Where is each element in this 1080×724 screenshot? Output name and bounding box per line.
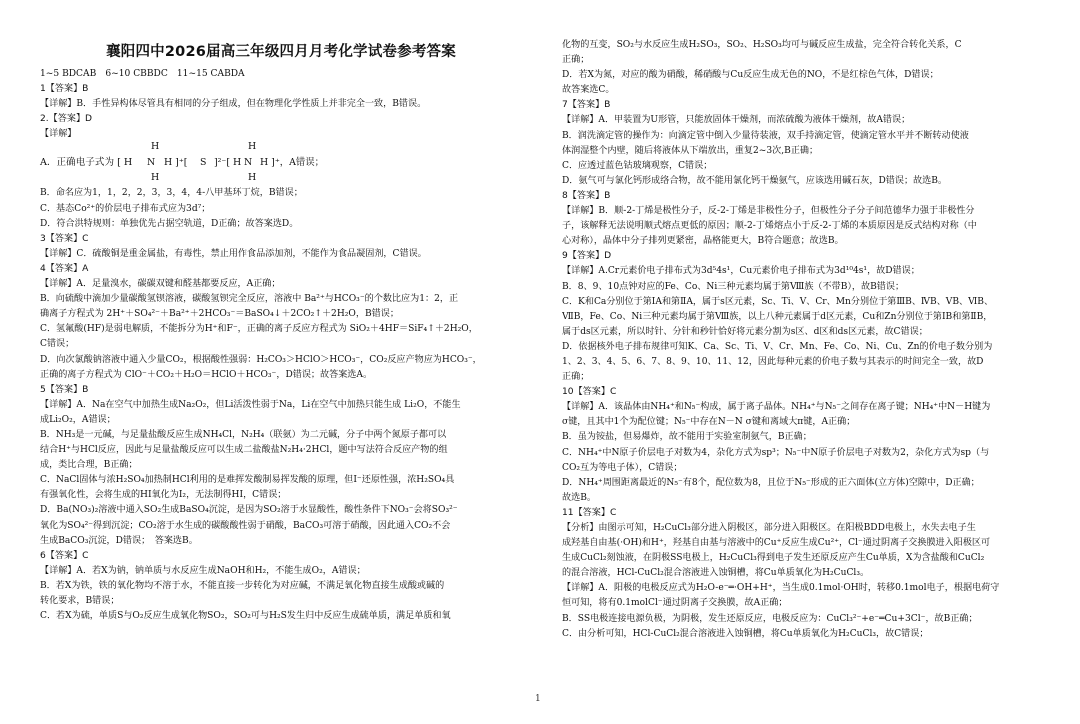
- text-line: 心对称），晶体中分子排列更紧密，晶格能更大，B符合题意；故选B。: [562, 236, 844, 247]
- answer-heading: 4【答案】A: [40, 263, 89, 274]
- text-line: D．符合洪特规则：单独优先占据空轨道，D正确；故答案选D。: [40, 218, 299, 229]
- formula-h-bottom: H: [151, 172, 160, 184]
- text-line: B．润洗滴定管的操作为：向滴定管中倒入少量待装液，双手持滴定管，使滴定管水平并不断转动使液: [562, 130, 969, 141]
- text-line: 生成CuCl₂刻蚀液，在阴极SS电极上，H₂CuCl₃得到电子发生还原反应产生Cu单质，X为含盐酸和CuCl₂: [562, 553, 985, 564]
- text-line: 氧化为SO₄²⁻得到沉淀；CO₂溶于水生成的碳酸酸性弱于硝酸，BaCO₃可溶于硝酸，因此通入CO₂不会: [40, 520, 451, 531]
- text-line: 故选B。: [562, 492, 596, 503]
- text-line: C．NH₄⁺中N原子价层电子对数为4，杂化方式为sp³；N₅⁻中N原子价层电子对数为2，杂化方式为sp（与: [562, 447, 990, 458]
- text-line: D．向次氯酸钠溶液中通入少量CO₂，根据酸性强弱：H₂CO₃＞HClO＞HCO₃⁻，CO₂反应产物应为HCO₃⁻，: [40, 354, 482, 365]
- left-column: [40, 40, 522, 624]
- text-line: 【详解】A.Cr元素价电子排布式为3d⁵4s¹，Cu元素价电子排布式为3d¹⁰4s¹，故D错误；: [562, 266, 920, 277]
- text-line: 正确；: [562, 55, 590, 66]
- text-line: 【详解】A．甲装置为U形管，只能放固体干燥剂，而浓硫酸为液体干燥剂，故A错误；: [562, 115, 911, 126]
- text-line: D．氨气可与氯化钙形成络合物，故不能用氯化钙干燥氨气，应该选用碱石灰，D错误；故选B。: [562, 175, 948, 186]
- text-line: 【详解】A．阳极的电极反应式为H₂O-e⁻═·OH+H⁺，当生成0.1mol·OH时，转移0.1mol电子，根据电荷守: [562, 583, 1000, 594]
- answer-heading: 9【答案】D: [562, 251, 612, 262]
- formula-cation-close: H ]⁺[: [164, 157, 188, 169]
- formula-anion-close: ]²⁻[ H: [214, 157, 242, 169]
- text-line: 正确的离子方程式为 ClO⁻＋CO₂＋H₂O＝HClO＋HCO₃⁻，D错误；故答案选A。: [40, 369, 373, 380]
- formula-n: N: [147, 157, 156, 169]
- formula-h-top-2: H: [248, 141, 257, 153]
- formula-s: S: [200, 157, 207, 169]
- text-line: B．SS电极连接电源负极，为阴极，发生还原反应，电极反应为：CuCl₃²⁻+e⁻═Cu+3Cl⁻，故B正确；: [562, 613, 978, 624]
- text-line: 有强氧化性，会将生成的HI氧化为I₂，无法制得HI，C错误；: [40, 490, 287, 501]
- text-line: C错误；: [40, 339, 75, 350]
- text-line: C．基态Co²⁺的价层电子排布式应为3d⁷；: [40, 203, 211, 214]
- text-line: D．NH₄⁺周围距离最近的N₅⁻有8个，配位数为8，且位于N₅⁻形成的正六面体(立方体)空隙中，D正确；: [562, 477, 980, 488]
- formula-h-top: H: [151, 141, 160, 153]
- text-line: 【详解】A．Na在空气中加热生成Na₂O₂，但Li活泼性弱于Na，Li在空气中加热只能生成 Li₂O，不能生: [40, 399, 461, 410]
- text-line: 子，该解释无法说明顺式熔点更低的原因；顺-2-丁烯熔点小于反-2-丁烯的本质原因是反式结构对称（中: [562, 221, 977, 232]
- text-line: 【详解】A．该晶体由NH₄⁺和N₅⁻构成，属于离子晶体。NH₄⁺与N₅⁻之间存在离子键；NH₄⁺中N－H键为: [562, 402, 991, 413]
- text-line: 体润湿整个内壁，随后将液体从下端放出，重复2~3次,B正确；: [562, 145, 819, 156]
- text-line: ⅦB，Fe、Co、Ni三种元素均属于第Ⅷ族，以上八种元素属于d区元素，Cu和Zn分别位于第ⅠB和第ⅡB，: [562, 311, 993, 322]
- formula-h-bottom-2: H: [248, 172, 257, 184]
- text-line: C．K和Ca分别位于第ⅠA和第ⅡA，属于s区元素，Sc、Ti、V、Cr、Mn分别位于第ⅢB、ⅣB、ⅤB、ⅥB、: [562, 296, 994, 307]
- text-line: 【详解】B．手性异构体尽管具有相同的分子组成，但在物理化学性质上并非完全一致，B错误。: [40, 99, 427, 110]
- text-line: B．向硫酸中滴加少量碳酸氢钡溶液，碳酸氢钡完全反应，溶液中 Ba²⁺与HCO₃⁻的个数比应为1：2，正: [40, 294, 459, 305]
- text-line: σ键，且其中1个为配位键；N₅⁻中存在N－N σ键和离域大π键，A正确；: [562, 417, 856, 428]
- text-line: 【详解】A．足量溴水，碳碳双键和醛基都要反应，A正确；: [40, 279, 281, 290]
- formula-end: H ]⁺，A错误；: [260, 157, 325, 169]
- text-line: B．8、9、10点钟对应的Fe、Co、Ni三种元素均属于第Ⅷ族（不带B），故B错误；: [562, 281, 905, 292]
- text-line: 确离子方程式为 2H⁺＋SO₄²⁻＋Ba²⁺＋2HCO₃⁻＝BaSO₄↓＋2CO₂↑＋2H₂O，B错误；: [40, 309, 399, 320]
- text-line: C．若X为硫，单质S与O₂反应生成氧化物SO₂，SO₂可与H₂S发生归中反应生成硫单质，满足单质和氧: [40, 611, 451, 622]
- text-line: 【详解】B．顺-2-丁烯是极性分子，反-2-丁烯是非极性分子，但极性分子分子间范德华力强于非极性分: [562, 206, 975, 217]
- text-line: 恒可知，将有0.1molCl⁻通过阴离子交换膜，故A正确；: [562, 598, 788, 609]
- text-line: 结合H⁺与HCl反应，因此与足量盐酸反应可以生成二盐酸盐N₂H₄·2HCl，题中写法符合反应产物的组: [40, 445, 448, 456]
- text-line: 的混合溶液，HCl-CuCl₂混合溶液进入蚀铜槽，将Cu单质氧化为H₂CuCl₃。: [562, 568, 870, 579]
- answer-key-line: 1~5 BDCAB 6~10 CBBDC 11~15 CABDA: [40, 69, 245, 79]
- answer-heading: 10【答案】C: [562, 387, 617, 398]
- text-line: 【详解】: [40, 129, 77, 140]
- answer-heading: 6【答案】C: [40, 550, 89, 561]
- answer-heading: 2.【答案】D: [40, 114, 93, 125]
- text-line: B．若X为铁，铁的氧化物均不溶于水，不能直接一步转化为对应碱，不满足氧化物直接生成酸或碱的: [40, 580, 445, 591]
- answer-heading: 7【答案】B: [562, 100, 611, 111]
- text-line: B．命名应为1，1，2，2，3，3，4，4-八甲基环丁烷，B错误；: [40, 188, 303, 199]
- text-line: 【详解】C．硫酸铜是重金属盐，有毒性，禁止用作食品添加剂，不能作为食品凝固剂，C错误。: [40, 248, 427, 259]
- text-line: 成Li₂O₂，A错误；: [40, 414, 116, 425]
- text-line: 生成BaCO₃沉淀，D错误； 答案选B。: [40, 535, 198, 546]
- text-line: C．NaCl固体与浓H₂SO₄加热制HCl利用的是难挥发酸制易挥发酸的原理，但I⁻还原性强，浓H₂SO₄具: [40, 475, 455, 486]
- text-line: 正确；: [562, 372, 590, 383]
- text-line: B．虽为铵盐，但易爆炸，故不能用于实验室制氨气，B正确；: [562, 432, 812, 443]
- text-line: C．由分析可知，HCl-CuCl₂混合溶液进入蚀铜槽，将Cu单质氧化为H₂CuCl₃，故C错误；: [562, 628, 929, 639]
- text-line: D．依据核外电子排布规律可知K、Ca、Sc、Ti、V、Cr、Mn、Fe、Co、Ni、Cu、Zn的价电子数分别为: [562, 341, 993, 352]
- page-number: 1: [535, 694, 541, 704]
- answer-heading: 11【答案】C: [562, 507, 617, 518]
- electron-formula: [40, 142, 522, 184]
- text-line: 成，类比合理，B正确；: [40, 460, 138, 471]
- text-line: 故答案选C。: [562, 85, 615, 96]
- text-line: 属于ds区元素，所以时针、分针和秒针恰好将元素分割为s区、d区和ds区元素，故C错误；: [562, 326, 928, 337]
- text-line: 转化要求，B错误；: [40, 596, 120, 606]
- text-line: 1、2、3、4、5、6、7、8、9、10、11、12，因此每种元素的价电子数与其表示的时间完全一致，故D: [562, 356, 984, 367]
- text-line: D．若X为氮，对应的酸为硝酸，稀硝酸与Cu反应生成无色的NO，不是红棕色气体，D错误；: [562, 70, 939, 81]
- formula-n-2: N: [244, 157, 253, 169]
- answer-heading: 1【答案】B: [40, 84, 89, 95]
- text-line: C．应透过蓝色钴玻璃观察，C错误；: [562, 160, 713, 171]
- formula-prefix: A．正确电子式为 [ H: [40, 157, 133, 169]
- answer-heading: 5【答案】B: [40, 384, 89, 395]
- text-line: B．NH₃是一元碱，与足量盐酸反应生成NH₄Cl，N₂H₄（联氨）为二元碱，分子中两个氮原子都可以: [40, 429, 447, 440]
- answer-heading: 8【答案】B: [562, 190, 611, 201]
- right-column: [562, 38, 1052, 642]
- text-line: C．氢氟酸(HF)是弱电解质，不能拆分为H⁺和F⁻，正确的离子反应方程式为 SiO₂＋4HF＝SiF₄↑＋2H₂O，: [40, 324, 478, 335]
- text-line: 成羟基自由基(·OH)和H⁺，羟基自由基与溶液中的Cu⁺反应生成Cu²⁺，Cl⁻通过阴离子交换膜进入阳极区可: [562, 538, 991, 549]
- text-line: 【详解】A．若X为钠，钠单质与水反应生成NaOH和H₂，不能生成O₂，A错误；: [40, 565, 366, 576]
- text-line: 【分析】由图示可知，H₂CuCl₃部分进入阴极区，部分进入阳极区。在阳极BDD电极上，水失去电子生: [562, 523, 976, 533]
- answer-heading: 3【答案】C: [40, 233, 89, 244]
- text-line: CO₂互为等电子体），C错误；: [562, 462, 683, 473]
- page-title: 襄阳四中2026届高三年级四月月考化学试卷参考答案: [106, 44, 456, 60]
- text-line: 化物的互变，SO₂与水反应生成H₂SO₃，SO₂、H₂SO₃均可与碱反应生成盐，完全符合转化关系，C: [562, 40, 962, 50]
- text-line: D．Ba(NO₃)₂溶液中通入SO₂生成BaSO₄沉淀，是因为SO₂溶于水显酸性，酸性条件下NO₃⁻会将SO₃²⁻: [40, 505, 458, 516]
